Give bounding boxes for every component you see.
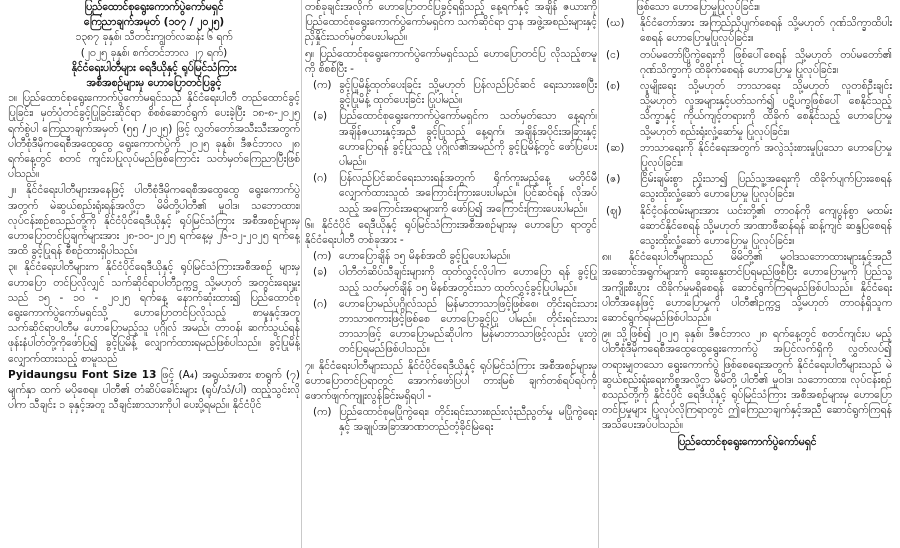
paragraph-3-continued: [8, 368, 300, 414]
font-spec: Pyidaungsu Font Size 13: [8, 368, 157, 381]
paragraph-6: ၆။ နိုင်ငံပိုင် ရေဒီယိုနှင့် ရုပ်မြင်သံကြားအစီအစဉ်များမှ ဟောပြော ရာတွင် နိုင်ငံရေးပါတီ တစ်ခုအား -: [305, 218, 597, 247]
font-spec-text: ဖြင့် (A₄) အရွယ်အစား စာရွက် (၇) မျက်နှာ ထက် မပိုစေရ။ ပါတီ၏ တံဆိပ်ခေါင်းများ (ရုပ်/သံ/ပါ) ထည့်သွင်းလိုပါက သီချင်း ၁ ခုနှင့်အတူ သီချင်းစာသားကိုပါ ပေးပို့ရမည်။ နိုင်ငံပိုင်: [8, 368, 300, 412]
list-item: [602, 48, 892, 78]
list-item: [305, 405, 597, 435]
list-item-number: (ခ): [313, 266, 328, 279]
paragraph-1: ၁။ ပြည်ထောင်စုရွေးကောက်ပွဲကော်မရှင်သည် နိုင်ငံရေးပါတီ တည်ထောင်ခွင့်ပြုခြင်း၊ မှတ်ပုံတင်ခွင့်ပြုခြင်းဆိုင်ရာ စိစစ်ဆောင်ရွက် ပေးခဲ့ပြီး ၁၈-၈-၂၀၂၅ ရက်စွဲပါ ကြေညာချက်အမှတ် (၅၅ /၂၀၂၅) ဖြင့် လွှတ်တော်အသီးသီးအတွက် ပါတီစုံဒီမိုကရေစီအထွေထွေ ရွေးကောက်ပွဲကို ၂၀၂၅ ခုနှစ်၊ ဒီဇင်ဘာလ ၂၈ ရက်နေ့တွင် စတင် ကျင်းပပြုလုပ်မည်ဖြစ်ကြောင်း သတ်မှတ်ကြေညာပြီးဖြစ်ပါသည်။: [8, 92, 300, 181]
list-item: [602, 79, 892, 140]
list-item-number: (စ): [606, 80, 621, 93]
paragraph-4-continued: တစ်ခုချင်းအလိုက် ဟောပြောတင်ပြခွင့်ရရှိသည့် နေ့ရက်နှင့် အချိန် ဇယားကို ပြည်ထောင်စုရွေးကောက်ပွဲကော်မရှင်က သက်ဆိုင်ရာ ဌာန အဖွဲ့အစည်းများနှင့် ညှိနှိုင်းသတ်မှတ်ပေးပါမည်။: [305, 1, 597, 44]
list-item: [602, 141, 892, 171]
list-item: [305, 297, 597, 358]
list-item-text: နိုင်ငံ့ဝန်ထမ်းများအား ယင်းတို့၏ တာဝန်ကို ကျေပွန်စွာ မထမ်းဆောင်နိုင်စေရန် သို့မဟုတ် အာဏာဖီဆန်ရန် ဆန့်ကျင် ဆန္ဒပြစေရန် သွေးထိုးလှုံ့ဆော် ဟောပြောမှု ပြုလုပ်ခြင်း။: [640, 204, 892, 248]
date-gregorian: (၂၀၂၅ ခုနှစ်၊ စက်တင်ဘာလ ၂၇ ရက်): [80, 46, 228, 59]
column-right: [602, 0, 892, 548]
list-item-text: ပြည်ထောင်စုမပြိုကွဲရေး၊ တိုင်းရင်းသားစည်းလုံးညီညွတ်မှု မပြိုကွဲရေးနှင့် အချုပ်အခြာအာဏာတည်တံ့ခိုင်မြဲရေး: [339, 406, 597, 434]
list-item-number: (ဂ): [313, 297, 328, 310]
list-item: [305, 249, 597, 264]
paragraph-9: ၉။ သို့ဖြစ်၍ ၂၀၂၅ ခုနှစ်၊ ဒီဇင်ဘာလ ၂၈ ရက်နေ့တွင် စတင်ကျင်းပ မည့် ပါတီစုံဒီမိုကရေစီအထွေထွေရွေးကောက်ပွဲ အပြင်လက်ရှိကို လွှတ်လပ်၍ တရားမျှတသော ရွေးကောက်ပွဲ ဖြစ်စေရေးအတွက် နိုင်ငံရေးပါတီများသည် မဲဆွယ်စည်းရုံးရေးကိစ္စအလို့ငှာ မိမိတို့ ပါတီ၏ မူဝါဒ၊ သဘောထား၊ လုပ်ငန်းစဉ် စသည်တို့ကို နိုင်ငံပိုင် ရေဒီယိုနှင့် ရုပ်မြင်သံကြား အစီအစဉ်များမှ ဟောပြောတင်ပြမှုများ ပြုလုပ်လိုကြရာတွင် ဤကြေညာချက်နှင့်အညီ ဆောင်ရွက်ကြရန် အသိပေးအပ်ပါသည်။: [602, 328, 892, 432]
announcement-title-line1: နိုင်ငံရေးပါတီများ ရေဒီယိုနှင့် ရုပ်မြင်သံကြား: [71, 61, 237, 74]
list-item-text: ငြိမ်းချမ်းစွာ ညှိုးသာ၍ ပြည်သူ့အရေးကို ထိခိုက်ပျက်ပြားစေရန် သွေးထိုးလှုံ့ဆော် ဟောပြောမှု ပြုလုပ်ခြင်း။: [640, 173, 892, 201]
signature-line: ပြည်ထောင်စုရွေးကောက်ပွဲကော်မရှင်: [677, 435, 817, 448]
paragraph-7: ၇။ နိုင်ငံရေးပါတီများသည် နိုင်ငံပိုင်ရေဒီယိုနှင့် ရုပ်မြင်သံကြား အစီအစဉ်များမှ ဟောပြောတင်ပြရာတွင် အောက်ဖော်ပြပါ တားမြစ် ချက်တစ်ရပ်ရပ်ကို ဖောက်ဖျက်ကျူးလွန်ခြင်းမရှိရပါ -: [305, 359, 597, 403]
list-item: [602, 204, 892, 250]
announcement-title-line2: အစီအစဉ်များမှ ဟောပြောတင်ပြခွင့်: [86, 77, 222, 90]
list-item-number: (က): [313, 406, 332, 419]
list-item-number: (င): [606, 48, 621, 61]
list-item-text: ဟောပြောချိန် ၁၅ မိနစ်အထိ ခွင့်ပြုပေးပါမည်။: [339, 250, 511, 263]
list-item-text: ပြန်လည်ပြင်ဆင်ရေးသားရန်အတွက် ရိုက်ကူးမည့်နေ့ မတိုင်မီ လျှောက်ထားသူထံ အကြောင်းကြားပေးပါမည်။ ပြင်ဆင်ရန် လိုအပ်သည့် အကြောင်းအရာများကို ဖော်ပြ၍ အကြောင်းကြားပေးပါမည်။: [339, 172, 597, 215]
paragraph-3: ၃။ နိုင်ငံရေးပါတီများက နိုင်ငံပိုင်ရေဒီယိုနှင့် ရုပ်မြင်သံကြားအစီအစဉ် များမှ ဟောပြော တင်ပြလိုလျှင် သက်ဆိုင်ရာပါတီဥက္ကဋ္ဌ သို့မဟုတ် အတွင်းရေးမှူးသည် ၁၅ - ၁၀ - ၂၀၂၅ ရက်နေ့ နောက်ဆုံးထား၍ ပြည်ထောင်စုရွေးကောက်ပွဲကော်မရှင်သို့ ဟောပြောတင်ပြလိုသည့် စာမူနှင့်အတူ သက်ဆိုင်ရာပါတီမှ ဟောပြောမည့်သူ ပုဂ္ဂိုလ် အမည်၊ တာဝန်၊ ဆက်သွယ်ရန် ဖုန်းနံပါတ်တို့ကိုဖော်ပြ၍ ခွင့်ပြုမိန့် လျှောက်ထားရမည်ဖြစ်ပါသည်။ ခွင့်ပြုမိန့် လျှောက်ထားသည့် စာမူသည်: [8, 261, 300, 365]
list-item: [305, 171, 597, 217]
announcement-number: ကြေညာချက်အမှတ် (၁၀၇ / ၂၀၂၅): [83, 16, 225, 29]
list-item-number: (ဈ): [606, 204, 622, 217]
paragraph-7-continued: ဖြစ်သော ဟောပြောမှုပြုလုပ်ခြင်း။: [636, 1, 760, 13]
paragraph-2: ၂။ နိုင်ငံရေးပါတီများအနေဖြင့် ပါတီစုံဒီမိုကရေစီအထွေထွေ ရွေးကောက်ပွဲအတွက် မဲဆွယ်စည်းရုံးရန်အလို့ငှာ မိမိတို့ပါတီ၏ မူဝါဒ၊ သဘောထား၊ လုပ်ငန်းစဉ်စသည်တို့ကို နိုင်ငံပိုင်ရေဒီယိုနှင့် ရုပ်မြင်သံကြား အစီအစဉ်များမှ ဟောပြောတင်ပြချက်များအား ၂၈-၁၀-၂၀၂၅ ရက်နေ့မှ ၂၆-၁၂-၂၀၂၅ ရက်နေ့အထိ ခွင့်ပြုရန် စီစဉ်ထားရှိပါသည်။: [8, 184, 300, 258]
date-myanmar: ၁၃၈၇ ခုနှစ်၊ သီတင်းကျွတ်လဆန်း ၆ ရက်: [75, 31, 233, 44]
commission-heading: ပြည်ထောင်စုရွေးကောက်ပွဲကော်မရှင်: [84, 1, 224, 13]
list-item-number: (ဇ): [606, 173, 621, 186]
list-item-number: (ဃ): [606, 17, 625, 30]
list-item-text: ပါတီတံဆိပ်သီချင်းများကို ထုတ်လွှင့်လိုပါက ဟောပြော ရန် ခွင့်ပြုသည့် သတ်မှတ်ချိန် ၁၅ မိနစ်အတွင်းသာ ထုတ်လွှင့်ခွင့်ပြုပါမည်။: [339, 266, 597, 294]
list-item-number: (က): [313, 250, 332, 263]
paragraph-5: ၅။ ပြည်ထောင်စုရွေးကောက်ပွဲကော်မရှင်သည် ဟောပြောတင်ပြ လိုသည့်စာမူကို စိစစ်ပြီး -: [305, 47, 597, 75]
list-item-text: ဘာသာရေးကို နိုင်ငံရေးအတွက် အလွဲသုံးစားမှုပြုသော ဟောပြောမှုပြုလုပ်ခြင်း။: [640, 141, 892, 170]
list-item-number: (က): [313, 79, 332, 92]
list-item-text: ပြည်ထောင်စုရွေးကောက်ပွဲကော်မရှင်က သတ်မှတ်သော နေ့ရက်၊ အချိန်ဇယားနှင့်အညီ ခွင့်ပြုသည့် နေ့ရက်၊ အချိန်အပိုင်းအခြားနှင့် ဟောပြောရန် ခွင့်ပြုသည့် ပုဂ္ဂိုလ်၏အမည်ကို ခွင့်ပြုမိန့်တွင် ဖော်ပြပေးပါမည်။: [339, 110, 597, 169]
list-item-number: (ဆ): [606, 141, 625, 154]
list-item: [602, 16, 892, 46]
list-item-text: ဟောပြောမည်ပုဂ္ဂိုလ်သည် မြန်မာဘာသာဖြင့်ဖြစ်စေ၊ တိုင်းရင်းသားဘာသာစကားဖြင့်ဖြစ်စေ ဟောပြောခွင့်ပြု ပါမည်။ တိုင်းရင်းသားဘာသာဖြင့် ဟောပြောမည်ဆိုပါက မြန်မာဘာသာဖြင့်လည်း ပူးတွဲတင်ပြရမည်ဖြစ်ပါသည်။: [339, 297, 597, 356]
list-item: [305, 78, 597, 108]
column-left: [8, 0, 300, 548]
list-item-number: (ခ): [313, 110, 328, 123]
list-item: [305, 265, 597, 295]
list-item-text: နိုင်ငံတော်အား အကြည်ညိုပျက်စေရန် သို့မဟုတ် ဂုဏ်သိက္ခာထိပါးစေရန် ဟောပြောမှုပြုလုပ်ခြင်း။: [640, 17, 892, 45]
list-item: [602, 172, 892, 202]
list-item-text: လူမျိုးရေး သို့မဟုတ် ဘာသာရေး သို့မဟုတ် လူတစ်ဦးချင်း သို့မဟုတ် လူအများနှင့်ပတ်သက်၍ ပဋိပက္ခဖြစ်ပေါ် စေနိုင်သည့် သိက္ခာနှင့် ကိုယ်ကျင့်တရားကို ထိခိုက် စေနိုင်သည့် ဟောပြောမှု သို့မဟုတ် စည်းရုံးလှုံ့ဆော်မှု ပြုလုပ်ခြင်း။: [640, 80, 892, 138]
list-item-text: တပ်မတော်ပြိုကွဲရေးကို ဖြစ်ပေါ်စေရန် သို့မဟုတ် တပ်မတော်၏ ဂုဏ်သိက္ခာကို ထိခိုက်စေရန် ဟောပြောမှု ပြုလုပ်ခြင်း။: [640, 48, 892, 76]
list-item-number: (ဂ): [313, 172, 328, 185]
column-middle: [305, 0, 597, 548]
list-item: [305, 109, 597, 170]
column-divider: [598, 0, 599, 548]
paragraph-8: ၈။ နိုင်ငံရေးပါတီများသည် မိမိတို့၏ မူဝါဒသဘောထားများနှင့်အညီ အဆောင်အရွက်များကို ဆွေးနွေးတင်ပြရမည်ဖြစ်ပြီး ဟောပြောမှုကို ပြည်သူ့အကျိုးစီးပွား ထိခိုက်မှုမရှိစေရန် ဆောင်ရွက်ကြရမည်ဖြစ်ပါသည်။ နိုင်ငံရေးပါတီအနေဖြင့် ဟောပြောမှုကို ပါတီ၏ဥက္ကဋ္ဌ သို့မဟုတ် တာဝန်ရှိသူက ဆောင်ရွက်ရမည်ဖြစ်ပါသည်။: [602, 251, 892, 325]
list-item-text: ခွင့်ပြုမိန့်ထုတ်ပေးခြင်း သို့မဟုတ် ပြန်လည်ပြင်ဆင် ရေးသားစေပြီး ခွင့်ပြုမိန့် ထုတ်ပေးခြင်း ပြုပါမည်။: [339, 79, 597, 107]
column-divider: [301, 0, 302, 548]
